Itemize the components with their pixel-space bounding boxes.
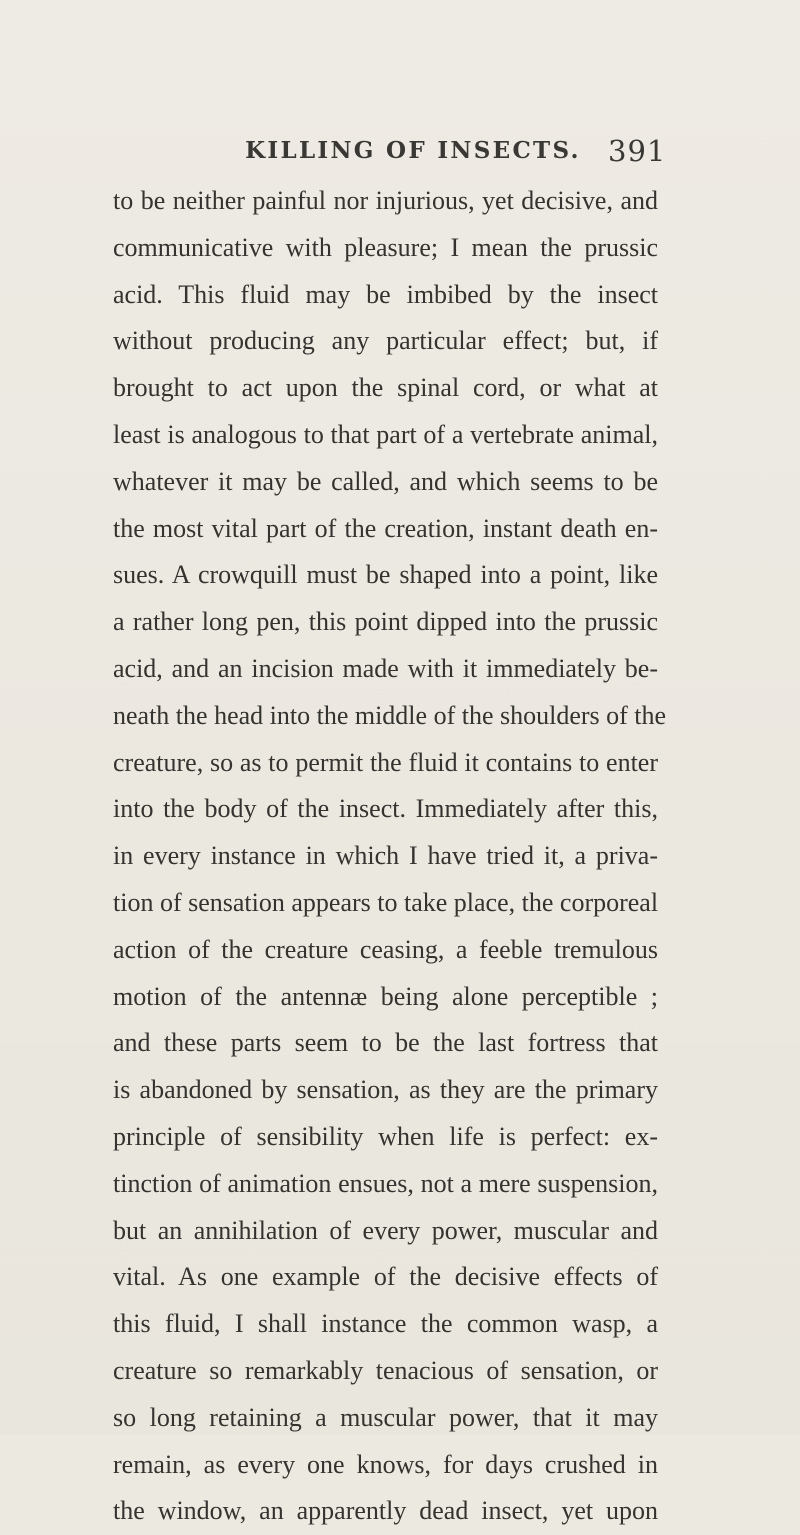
text-line: creature so remarkably tenacious of sensation, or bbox=[113, 1355, 658, 1385]
text-line: motion of the antennæ being alone perceptible ; bbox=[113, 981, 658, 1011]
text-line: so long retaining a muscular power, that it may bbox=[113, 1402, 658, 1432]
body-text bbox=[113, 178, 667, 1535]
text-line: to be neither painful nor injurious, yet decisive, and bbox=[113, 186, 658, 215]
text-line: and these parts seem to be the last fortress that bbox=[113, 1028, 658, 1058]
text-line: this fluid, I shall instance the common wasp, a bbox=[113, 1309, 658, 1339]
text-line: acid. This fluid may be imbibed by the insect bbox=[113, 279, 658, 309]
running-head bbox=[0, 131, 800, 171]
text-line: sues. A crowquill must be shaped into a point, like bbox=[113, 560, 658, 590]
text-line: vital. As one example of the decisive effects of bbox=[113, 1262, 658, 1292]
text-line: neath the head into the middle of the shoulders of the bbox=[113, 700, 667, 730]
text-line: a rather long pen, this point dipped into the prussic bbox=[113, 607, 658, 637]
text-line: tinction of animation ensues, not a mere suspension, bbox=[113, 1168, 658, 1198]
text-line: least is analogous to that part of a vertebrate animal, bbox=[113, 419, 658, 449]
text-line: is abandoned by sensation, as they are the primary bbox=[113, 1075, 658, 1105]
page-number: 391 bbox=[608, 134, 667, 168]
text-line: creature, so as to permit the fluid it contains to enter bbox=[113, 747, 658, 777]
text-line: the window, an apparently dead insect, yet upon bbox=[113, 1496, 658, 1526]
text-line: remain, as every one knows, for days crushed in bbox=[113, 1449, 658, 1479]
text-line: communicative with pleasure; I mean the prussic bbox=[113, 232, 658, 262]
text-line: acid, and an incision made with it immediately be- bbox=[113, 653, 658, 683]
text-line: in every instance in which I have tried it, a priva- bbox=[113, 841, 658, 871]
text-line: tion of sensation appears to take place, the corporeal bbox=[113, 887, 659, 917]
text-line: action of the creature ceasing, a feeble tremulous bbox=[113, 934, 658, 964]
text-line: into the body of the insect. Immediately after this, bbox=[113, 794, 658, 824]
text-line: the most vital part of the creation, instant death en- bbox=[113, 513, 658, 543]
text-line: principle of sensibility when life is perfect: ex- bbox=[113, 1121, 658, 1151]
running-title: KILLING OF INSECTS. bbox=[245, 137, 581, 164]
text-line: without producing any particular effect; but, if bbox=[113, 326, 658, 356]
text-line: brought to act upon the spinal cord, or what at bbox=[113, 373, 658, 403]
text-line: whatever it may be called, and which seems to be bbox=[113, 466, 658, 496]
text-line: but an annihilation of every power, muscular and bbox=[113, 1215, 658, 1245]
